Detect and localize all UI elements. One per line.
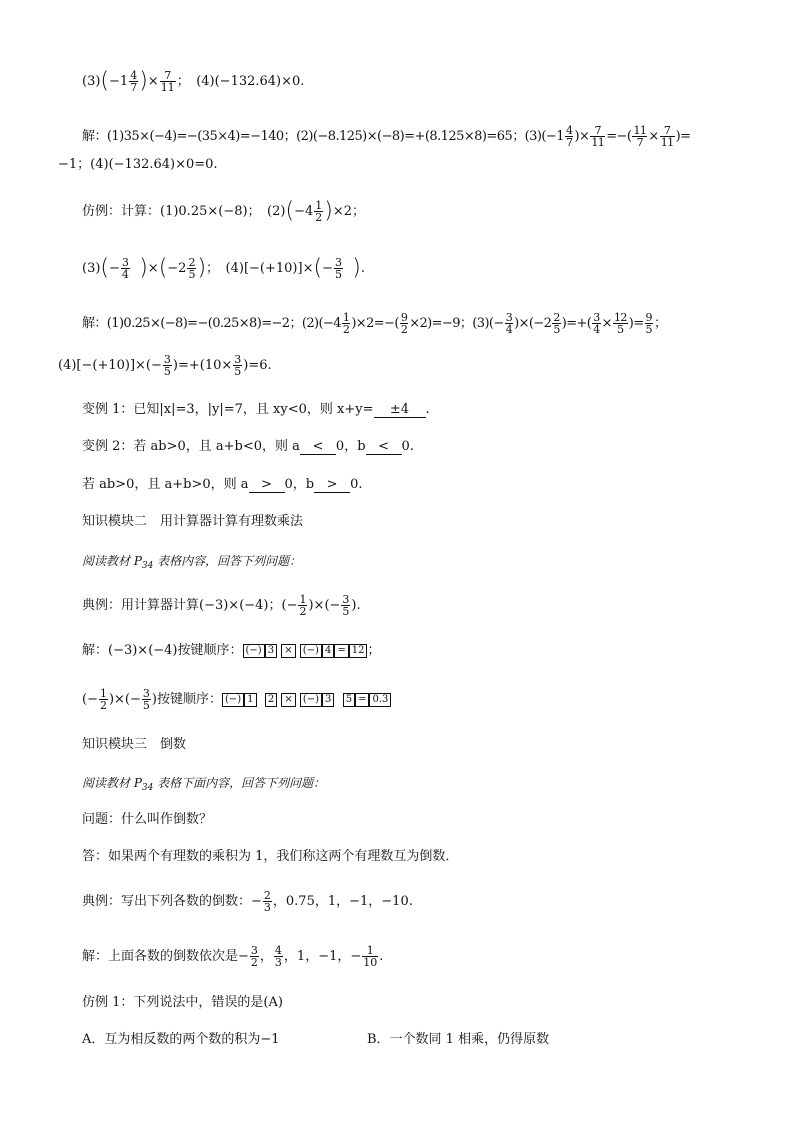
text: 0.	[350, 477, 363, 492]
text: 表格内容，回答下列问题：	[153, 554, 302, 568]
left-paren: (	[158, 255, 168, 281]
text: 仿例：计算：(1)0.25×(−8)； (2)	[82, 204, 286, 219]
imitation-solution-line-2	[58, 354, 272, 377]
text: 表格下面内容，回答下列问题：	[153, 776, 326, 790]
fraction: $\frac{1}{2}$	[342, 311, 350, 336]
calculator-key: 2	[265, 693, 277, 707]
variant-2	[82, 437, 414, 457]
fraction: $\frac{4}{7}$	[566, 124, 573, 149]
key-sequence-1	[82, 641, 380, 661]
fraction: $\frac{3}{5}$	[342, 593, 350, 618]
text: ，0.75，1，−1，−10.	[272, 894, 413, 909]
text: 解：(1)0.25×(−8)=−(0.25×8)=−2；(2)(−4	[82, 316, 341, 331]
right-paren: )	[139, 255, 148, 281]
text: )=	[675, 129, 691, 144]
fraction: $\frac{3}{4}$	[121, 256, 129, 281]
fraction: $\frac{3}{5}$	[142, 687, 150, 712]
calculator-key: =	[334, 644, 348, 658]
text: =−(	[606, 129, 632, 144]
reading-note-1	[82, 551, 301, 576]
fraction: $\frac{3}{5}$	[163, 353, 171, 378]
text: 阅读教材 P	[82, 554, 142, 568]
fraction: $\frac{3}{4}$	[505, 311, 513, 336]
text: .	[425, 402, 430, 417]
calculator-key: 0.3	[369, 693, 391, 707]
text: )=6.	[243, 358, 272, 373]
subscript: 34	[141, 783, 154, 793]
text: ×	[648, 129, 659, 144]
fraction: $\frac{1}{10}$	[363, 944, 378, 969]
text: ×2；	[332, 204, 366, 219]
text: 0.	[401, 439, 414, 454]
text: 仿例 1：下列说法中，错误的是(A)	[82, 995, 283, 1010]
text: )=+(10×	[172, 358, 233, 373]
variant-2-cont	[82, 475, 363, 495]
imitation-line-1	[82, 200, 365, 223]
imitation-question-1	[82, 993, 283, 1013]
text: 答：如果两个有理数的乘积为 1，我们称这两个有理数互为倒数．	[82, 849, 459, 864]
text: ×	[147, 74, 159, 89]
text: 0，b	[284, 477, 315, 492]
right-paren: )	[352, 255, 361, 281]
text: 解：(−3)×(−4)按键顺序：	[82, 643, 243, 658]
answer-blank: ±4	[374, 402, 426, 418]
text: ).	[351, 598, 361, 613]
text: ×	[147, 261, 159, 276]
fraction: $\frac{7}{11}$	[591, 124, 605, 149]
text: 知识模块三 倒数	[82, 737, 187, 752]
text: −1；(4)(−132.64)×0=0.	[58, 157, 218, 172]
text: ； (4)(−132.64)×0.	[176, 74, 305, 89]
text: 0，b	[335, 439, 366, 454]
key-sequence-2	[82, 688, 391, 711]
fraction: $\frac{3}{4}$	[593, 311, 600, 336]
fraction: $\frac{7}{11}$	[660, 124, 674, 149]
text: ，1，−1，−	[283, 949, 362, 964]
choice-row	[82, 1030, 550, 1050]
text: ；	[367, 643, 381, 658]
text: 解：(1)35×(−4)=−(35×4)=−140；(2)(−8.125)×(−8)=+(8.125×8)=65；(3)(−1	[82, 129, 564, 144]
calculator-key: (−)	[300, 693, 322, 707]
calculator-key: 12	[349, 644, 368, 658]
fraction: $\frac{2}{5}$	[188, 256, 196, 281]
answer-blank: <	[366, 439, 402, 455]
fraction: $\frac{1}{2}$	[315, 199, 323, 224]
text: ；	[653, 316, 667, 331]
text: (3)	[82, 261, 101, 276]
text: 问题：什么叫作倒数？	[82, 812, 213, 827]
text: 若 ab>0，且 a+b>0，则 a	[82, 477, 249, 492]
calculator-key: ×	[281, 644, 295, 658]
reciprocal-example	[82, 890, 413, 913]
text: 变例 1：已知|x|=3，|y|=7，且 xy<0，则 x+y=	[82, 402, 374, 417]
solution-line-1	[82, 125, 690, 148]
calculator-key: 3	[265, 644, 277, 658]
text: 解：上面各数的倒数依次是−	[82, 949, 249, 964]
fraction: $\frac{11}{7}$	[633, 124, 647, 149]
choice-b: B．一个数同 1 相乘，仍得原数	[367, 1032, 550, 1047]
fraction: $\frac{2}{5}$	[553, 311, 560, 336]
imitation-line-2	[82, 257, 365, 280]
calculator-key: 1	[244, 693, 256, 707]
fraction: $\frac{1}{2}$	[99, 687, 107, 712]
text: )×(−	[308, 598, 341, 613]
text: −2	[167, 261, 187, 276]
text: 阅读教材 P	[82, 776, 142, 790]
fraction: $\frac{3}{2}$	[250, 944, 258, 969]
text: )=+(	[561, 316, 592, 331]
calculator-key: (−)	[222, 693, 244, 707]
reading-note-2	[82, 773, 325, 798]
fraction: $\frac{2}{3}$	[263, 889, 271, 914]
answer-blank: >	[249, 477, 285, 493]
imitation-solution-line-1	[82, 312, 666, 335]
solution-line-2	[58, 155, 218, 175]
section-heading-3	[82, 735, 186, 755]
text: .	[379, 949, 384, 964]
calculator-key: ×	[281, 693, 295, 707]
calculator-key: (−)	[300, 644, 322, 658]
fraction: $\frac{4}{3}$	[274, 944, 282, 969]
fraction: $\frac{9}{5}$	[645, 311, 652, 336]
fraction: $\frac{4}{7}$	[130, 69, 138, 94]
left-paren: (	[100, 68, 110, 94]
text: )×	[574, 129, 590, 144]
text: .	[360, 261, 365, 276]
question	[82, 810, 212, 830]
reciprocal-solution	[82, 945, 383, 968]
subscript: 34	[141, 561, 154, 571]
fraction: $\frac{1}{2}$	[299, 593, 307, 618]
fraction: $\frac{12}{5}$	[613, 311, 627, 336]
text: ×	[601, 316, 612, 331]
text: 典例：写出下列各数的倒数：−	[82, 894, 262, 909]
calculator-example	[82, 594, 361, 617]
key-sequence-row	[222, 692, 391, 707]
text: (−	[82, 692, 98, 707]
text: −1	[109, 74, 129, 89]
answer-blank: <	[300, 439, 336, 455]
text: ×2)=−9；(3)(−	[409, 316, 504, 331]
fraction: $\frac{3}{5}$	[234, 353, 242, 378]
right-paren: )	[139, 68, 148, 94]
text: ； (4)[−(+10)]×	[206, 261, 314, 276]
fraction: $\frac{7}{11}$	[160, 69, 175, 94]
text: 典例：用计算器计算(−3)×(−4)；(−	[82, 598, 298, 613]
text: )×(−2	[514, 316, 552, 331]
answer	[82, 847, 458, 867]
fraction: $\frac{9}{2}$	[400, 311, 408, 336]
right-paren: )	[324, 198, 333, 224]
right-paren: )	[197, 255, 207, 281]
section-heading-2	[82, 512, 303, 532]
text: )×2=−(	[351, 316, 399, 331]
calculator-key: 4	[322, 644, 334, 658]
text: (4)[−(+10)]×(−	[58, 358, 162, 373]
key-sequence-row	[243, 643, 368, 658]
text: 变例 2：若 ab>0，且 a+b<0，则 a	[82, 439, 300, 454]
text: )按键顺序：	[151, 692, 222, 707]
calculator-key: 3	[322, 693, 334, 707]
left-paren: (	[313, 255, 323, 281]
calculator-key: =	[355, 693, 369, 707]
text: −4	[294, 204, 314, 219]
problem-line-3-4	[82, 70, 304, 93]
text: )×(−	[108, 692, 141, 707]
text: −	[322, 261, 333, 276]
text: ，	[259, 949, 273, 964]
left-paren: (	[285, 198, 295, 224]
variant-1	[82, 400, 430, 420]
calculator-key: (−)	[243, 644, 265, 658]
fraction: $\frac{3}{5}$	[334, 256, 342, 281]
choice-a: A．互为相反数的两个数的积为−1	[82, 1032, 280, 1047]
calculator-key: 5	[343, 693, 355, 707]
answer-blank: >	[314, 477, 350, 493]
left-paren: (	[100, 255, 110, 281]
text: )=	[628, 316, 644, 331]
text: (3)	[82, 74, 101, 89]
text: 知识模块二 用计算器计算有理数乘法	[82, 514, 304, 529]
text: −	[109, 261, 120, 276]
